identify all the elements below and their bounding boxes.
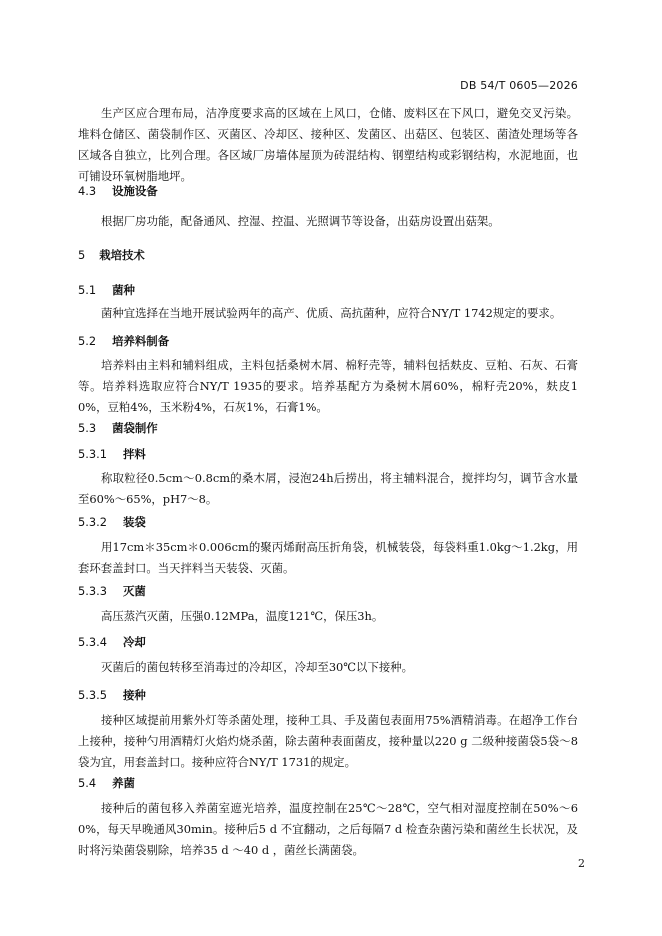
paragraph-inoculation: 接种区域提前用紫外灯等杀菌处理，接种工具、手及菌包表面用75%酒精消毒。在超净工作台上接种，接种勺用酒精灯火焰灼烧杀菌，除去菌种表面菌皮，接种量以220 g 二级种接菌袋5袋～8袋为宜，用套盖封口。接种应符合NY/T 1731的规定。 — [78, 713, 578, 769]
paragraph-strain: 菌种宜选择在当地开展试验两年的高产、优质、高抗菌种，应符合NY/T 1742规定的要求。 — [101, 306, 562, 320]
section-heading-5-3 — [78, 420, 158, 436]
section-heading-5-3-3 — [78, 583, 146, 599]
section-number: 5.3.1 — [78, 447, 107, 461]
section-heading-5-2 — [78, 333, 169, 349]
section-title: 栽培技术 — [99, 248, 145, 262]
section-title: 设施设备 — [112, 184, 158, 198]
section-heading-5-1 — [78, 282, 135, 298]
section-heading-5-3-1 — [78, 446, 146, 462]
paragraph-mixing: 称取粒径0.5cm～0.8cm的桑木屑，浸泡24h后捞出，将主辅料混合，搅拌均匀，调节含水量至60%～65%，pH7～8。 — [78, 471, 578, 506]
section-title: 菌种 — [112, 283, 135, 297]
section-title: 灭菌 — [122, 584, 146, 598]
section-title: 菌袋制作 — [112, 421, 158, 435]
paragraph-cooling: 灭菌后的菌包转移至消毒过的冷却区，冷却至30℃以下接种。 — [101, 660, 414, 674]
section-number: 5.3.5 — [78, 688, 107, 702]
section-number: 4.3 — [78, 184, 97, 198]
paragraph-incubation: 接种后的菌包移入养菌室遮光培养，温度控制在25℃～28℃，空气相对湿度控制在50%～60%，每天早晚通风30min。接种后5 d 不宜翻动，之后每隔7 d 检查杂菌污染和菌丝生长状况，及时将污染菌袋剔除，培养35 d ～40 d ，菌丝长满菌袋。 — [78, 801, 578, 857]
section-title: 养菌 — [112, 776, 135, 790]
section-number: 5.4 — [78, 776, 97, 790]
section-number: 5.3 — [78, 421, 97, 435]
section-number: 5.3.3 — [78, 584, 107, 598]
section-number: 5.2 — [78, 334, 97, 348]
section-number: 5.3.2 — [78, 515, 107, 529]
section-heading-5-3-2 — [78, 514, 146, 530]
section-title: 装袋 — [122, 515, 146, 529]
section-heading-4-3 — [78, 183, 158, 199]
section-title: 拌料 — [122, 447, 146, 461]
paragraph-equipment: 根据厂房功能，配备通风、控湿、控温、光照调节等设备，出菇房设置出菇架。 — [101, 214, 500, 228]
section-heading-5-3-5 — [78, 687, 146, 703]
section-number: 5 — [78, 248, 86, 262]
page-number: 2 — [578, 857, 585, 870]
paragraph-substrate: 培养料由主料和辅料组成，主料包括桑树木屑、棉籽壳等，辅料包括麸皮、豆粕、石灰、石膏等。培养料选取应符合NY/T 1935的要求。培养基配方为桑树木屑60%，棉籽壳20%，麸皮10%，豆粕4%，玉米粉4%，石灰1%，石膏1%。 — [78, 358, 578, 414]
standard-code: DB 54/T 0605—2026 — [460, 79, 578, 92]
section-heading-5-3-4 — [78, 634, 146, 650]
paragraph-production-layout: 生产区应合理布局，洁净度要求高的区域在上风口，仓储、废料区在下风口，避免交叉污染。堆料仓储区、菌袋制作区、灭菌区、冷却区、接种区、发菌区、出菇区、包装区、菌渣处理场等各区域各自独立，比列合理。各区域厂房墙体屋顶为砖混结构、钢塑结构或彩钢结构，水泥地面，也可铺设环氧树脂地坪。 — [78, 106, 578, 183]
section-title: 接种 — [122, 688, 146, 702]
section-number: 5.1 — [78, 283, 97, 297]
paragraph-bagging: 用17cm＊35cm＊0.006cm的聚丙烯耐高压折角袋，机械装袋，每袋料重1.0kg～1.2kg，用套环套盖封口。当天拌料当天装袋、灭菌。 — [78, 540, 578, 575]
section-heading-5 — [78, 247, 145, 263]
section-title: 冷却 — [122, 635, 146, 649]
paragraph-sterilization: 高压蒸汽灭菌，压强0.12MPa，温度121℃，保压3h。 — [101, 609, 384, 623]
section-title: 培养料制备 — [112, 334, 170, 348]
section-heading-5-4 — [78, 775, 135, 791]
section-number: 5.3.4 — [78, 635, 107, 649]
